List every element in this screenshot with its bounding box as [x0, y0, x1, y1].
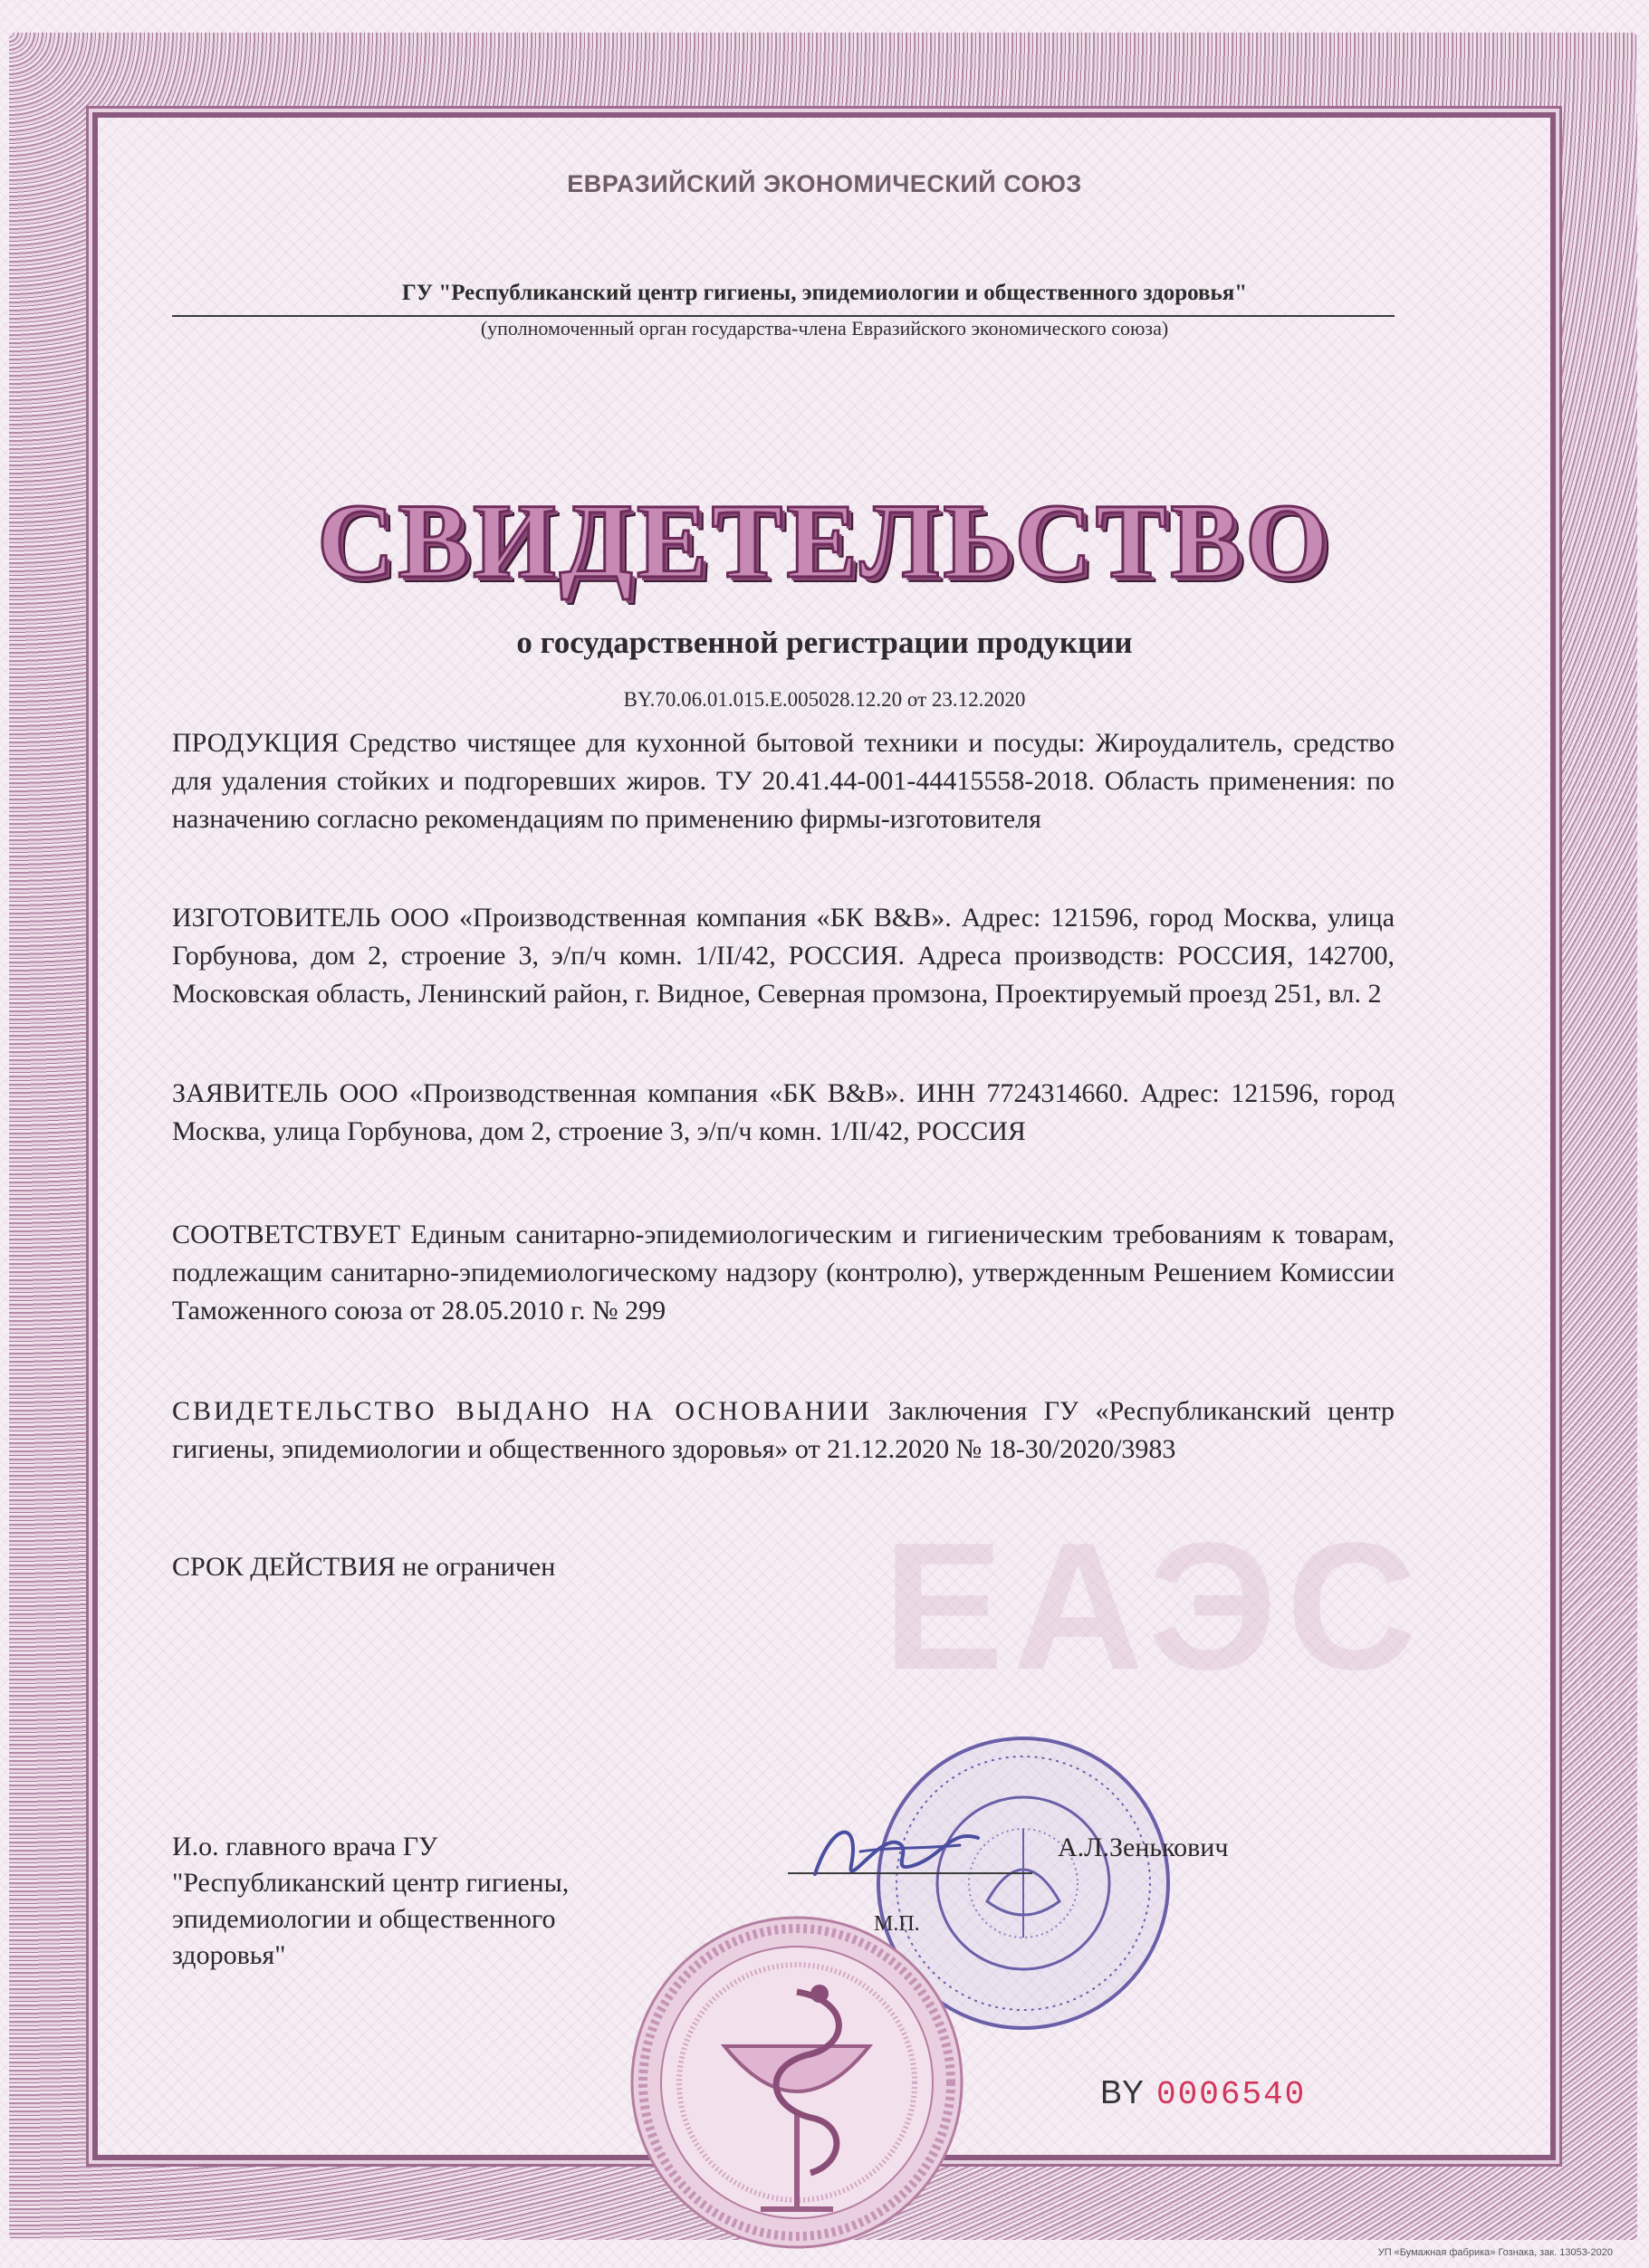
conformity-text: Единым санитарно-эпидемиологическим и гигиеническим требованиям к товарам, подлежащим санитарно-эпидемиологическому надзору (контролю), утвержденным Решением Комиссии Таможенного союза от 28.05.2010 г. № 299	[172, 1220, 1395, 1325]
issuing-organization: ГУ "Республиканский центр гигиены, эпидемиологии и общественного здоровья"	[401, 281, 1248, 305]
signer-position-line: "Республиканский центр гигиены,	[172, 1868, 570, 1898]
validity-label: СРОК ДЕЙСТВИЯ	[172, 1552, 396, 1582]
union-heading: ЕВРАЗИЙСКИЙ ЭКОНОМИЧЕСКИЙ СОЮЗ	[567, 170, 1082, 197]
organization-note: (уполномоченный орган государства-члена Евразийского экономического союза)	[480, 317, 1169, 340]
signer-position-line: здоровья"	[172, 1940, 286, 1970]
conformity-section	[172, 1216, 1395, 1330]
signer-name: А.Л.Зенькович	[1058, 1833, 1229, 1862]
manufacturer-section	[172, 899, 1395, 1013]
signer-position	[172, 1829, 679, 1974]
validity-text: не ограничен	[402, 1552, 556, 1582]
signer-position-line: И.о. главного врача ГУ	[172, 1832, 438, 1861]
manufacturer-label: ИЗГОТОВИТЕЛЬ	[172, 903, 381, 933]
serial-number	[1100, 2073, 1306, 2113]
product-section	[172, 724, 1395, 838]
handwritten-signature	[797, 1802, 1005, 1901]
applicant-section	[172, 1075, 1395, 1151]
applicant-label: ЗАЯВИТЕЛЬ	[172, 1078, 329, 1108]
watermark: ЕАЭС	[883, 1506, 1426, 1708]
document-subtitle: о государственной регистрации продукции	[516, 625, 1133, 660]
registration-number: BY.70.06.01.015.E.005028.12.20 от 23.12.2020	[623, 688, 1026, 711]
basis-text: Заключения ГУ «Республиканский центр гигиены, эпидемиологии и общественного здоровья» от 21.12.2020 № 18-30/2020/3983	[172, 1396, 1395, 1464]
seal-place-label: М.П.	[874, 1912, 920, 1936]
validity-section	[172, 1548, 1395, 1586]
serial-prefix: BY	[1100, 2073, 1145, 2110]
applicant-text: ООО «Производственная компания «БК B&B». ИНН 7724314660. Адрес: 121596, город Москва, улица Горбунова, дом 2, строение 3, э/п/ч комн. 1/II/42, РОССИЯ	[172, 1078, 1395, 1146]
basis-section	[172, 1392, 1395, 1469]
serial-digits: 0006540	[1156, 2076, 1307, 2113]
conformity-label: СООТВЕТСТВУЕТ	[172, 1220, 401, 1249]
document-title: СВИДЕТЕЛЬСТВО	[317, 482, 1332, 600]
signer-position-line: эпидемиологии и общественного	[172, 1904, 556, 1934]
manufacturer-text: ООО «Производственная компания «БК B&B». Адрес: 121596, город Москва, улица Горбунова, дом 2, строение 3, э/п/ч комн. 1/II/42, РОССИЯ. Адреса производств: РОССИЯ, 142700, Московская область, Ленинский район, г. Видное, Северная промзона, Проектируемый проезд 251, вл. 2	[172, 903, 1395, 1009]
product-text: Средство чистящее для кухонной бытовой техники и посуды: Жироудалитель, средство для удаления стойких и подгоревших жиров. ТУ 20.41.44-001-44415558-2018. Область применения: по назначению согласно рекомендациям по применению фирмы-изготовителя	[172, 728, 1395, 834]
basis-label: СВИДЕТЕЛЬСТВО ВЫДАНО НА ОСНОВАНИИ	[172, 1396, 872, 1426]
printer-imprint: УП «Бумажная фабрика» Гознака, зак. 13053-2020	[1377, 2247, 1613, 2258]
product-label: ПРОДУКЦИЯ	[172, 728, 340, 758]
